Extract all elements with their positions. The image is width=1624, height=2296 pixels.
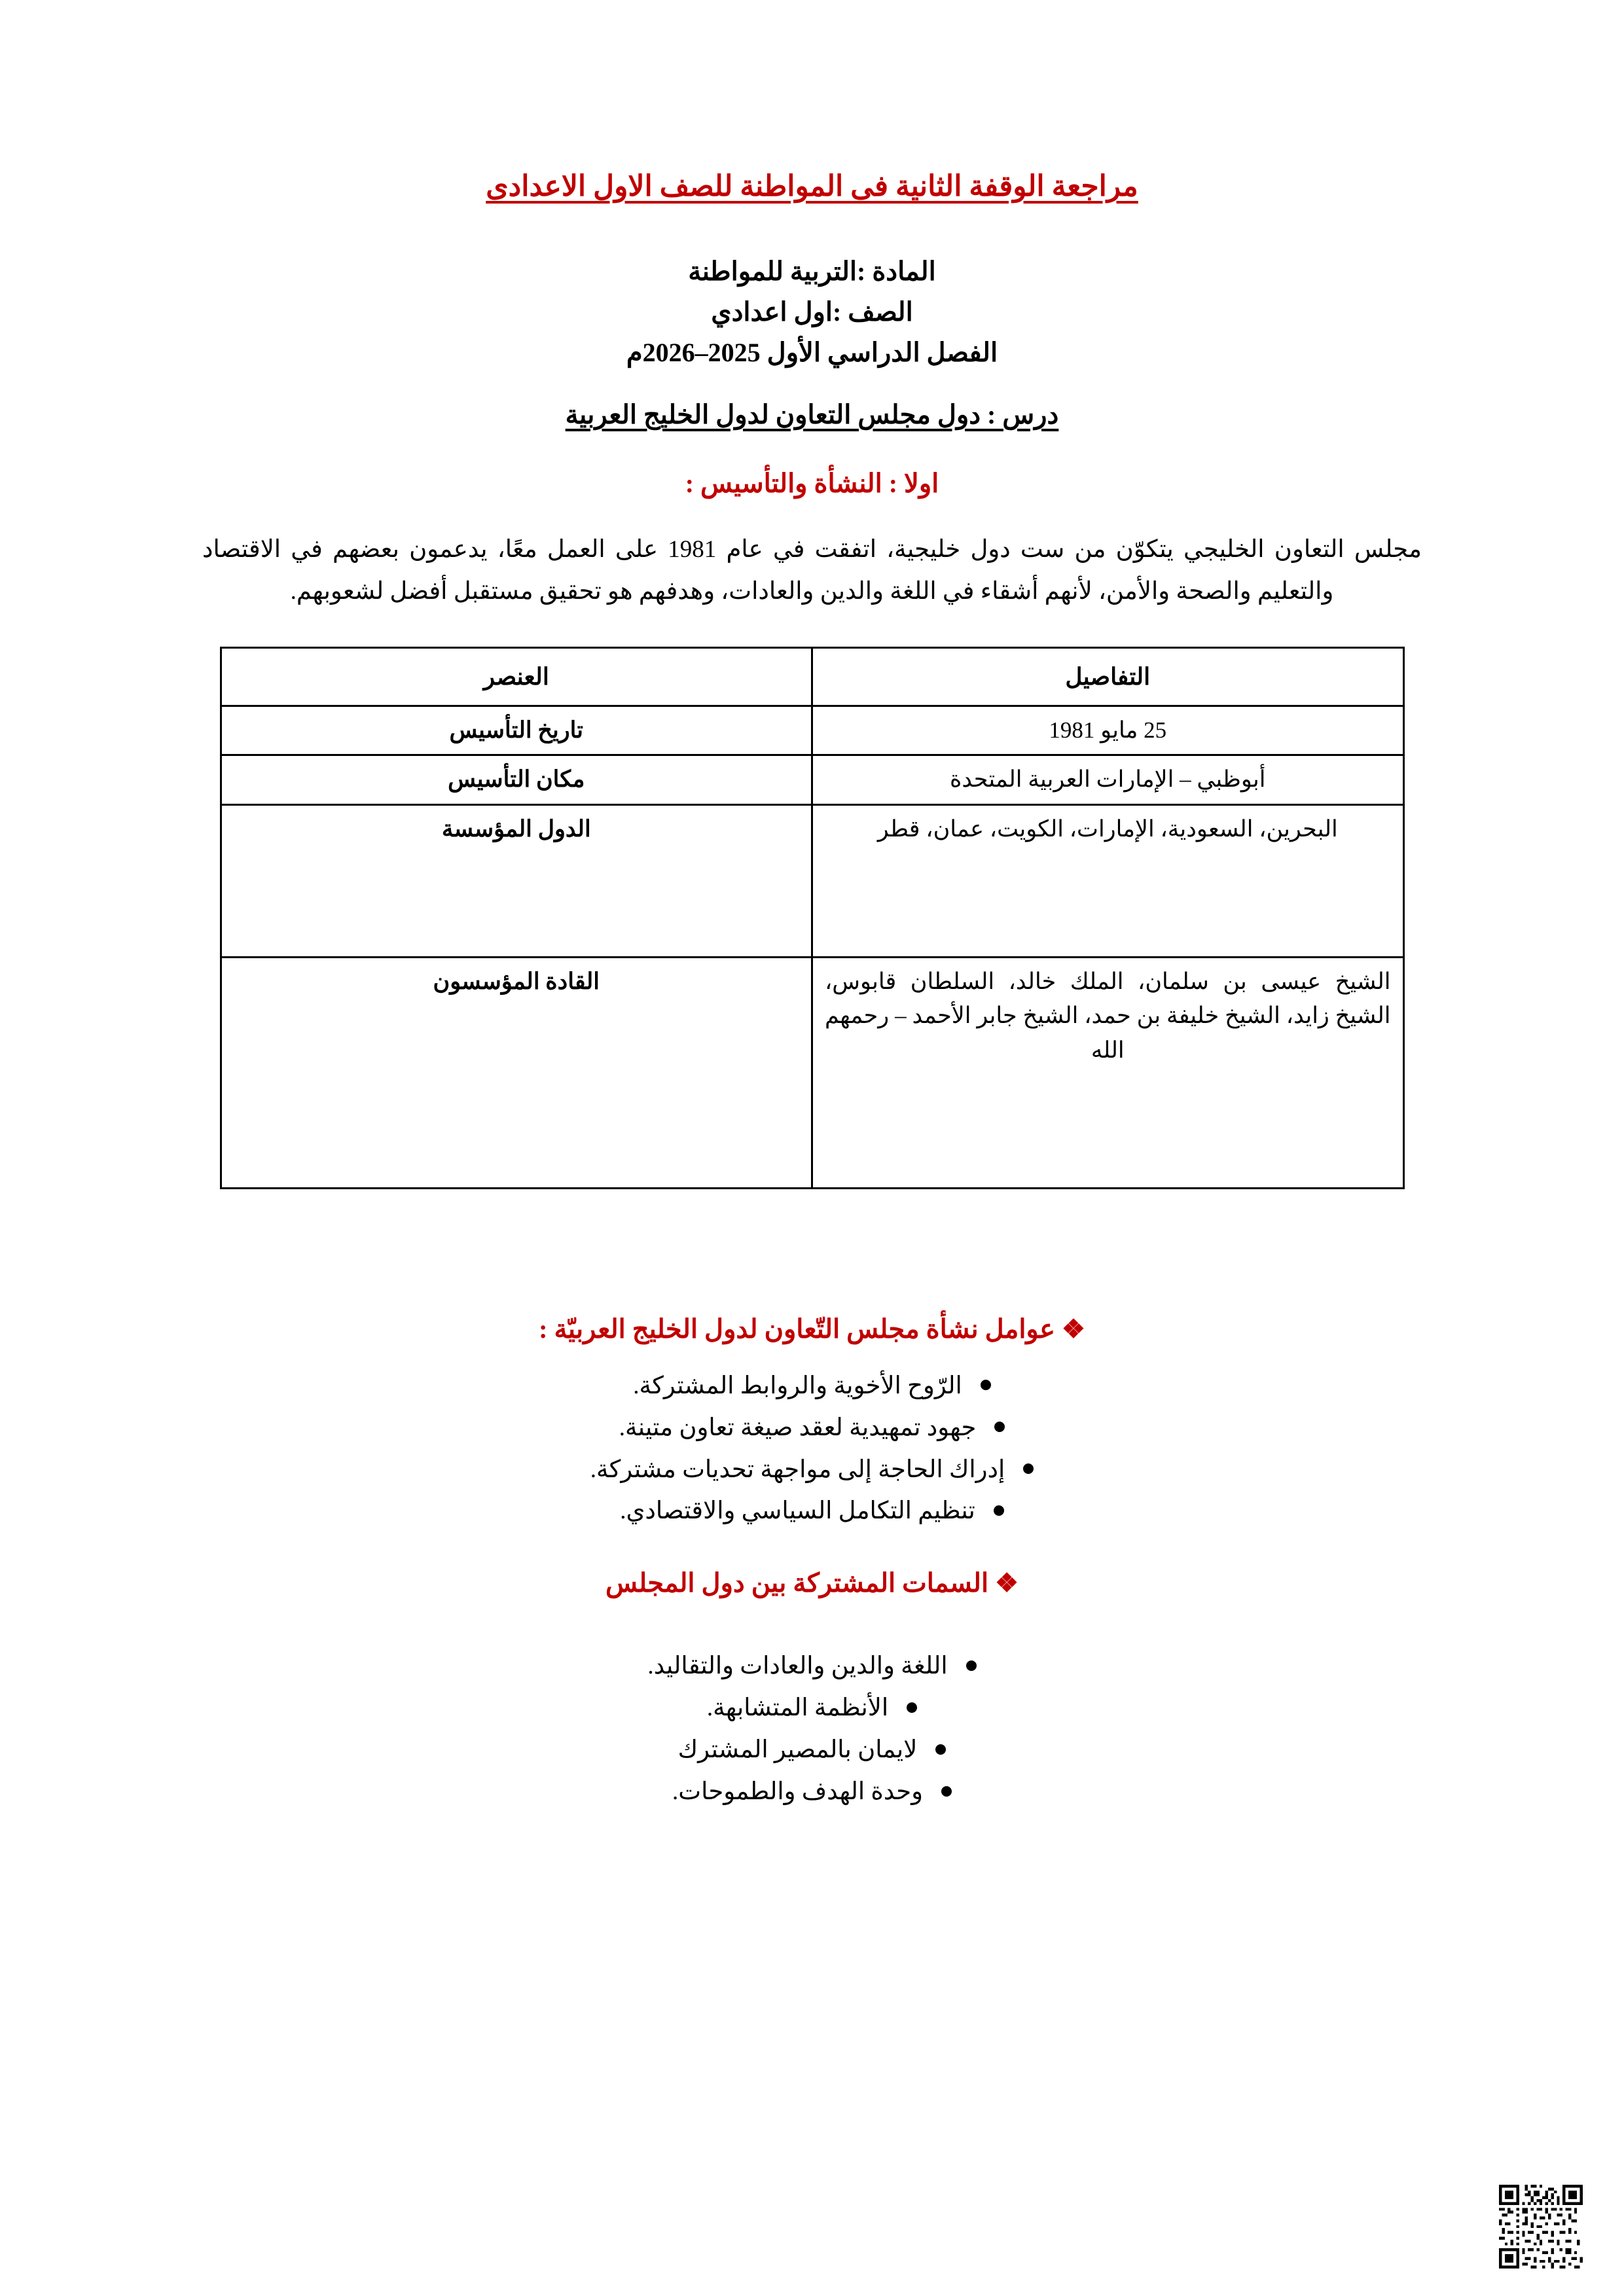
table-row [221, 706, 1403, 755]
traits-list [193, 1647, 1431, 1812]
metadata-block [193, 251, 1431, 373]
meta-term-line: الفصل الدراسي الأول 2025–2026م [626, 338, 998, 368]
table-cell-detail: 25 مايو 1981 [812, 706, 1404, 755]
list-item-text: جهود تمهيدية لعقد صيغة تعاون متينة. [619, 1414, 977, 1441]
bullet-dot-icon [981, 1380, 991, 1390]
bullet-dot-icon [994, 1422, 1005, 1432]
bullet-dot-icon [994, 1505, 1004, 1516]
list-item [193, 1731, 1431, 1770]
vertical-spacer [193, 1189, 1431, 1314]
meta-grade-label: الصف : [832, 297, 913, 327]
list-item-text: الأنظمة المتشابهة. [706, 1695, 889, 1722]
table-header-detail: التفاصيل [812, 647, 1404, 706]
bullet-dot-icon [966, 1660, 977, 1671]
section-heading-factors-text: عوامل نشأة مجلس التّعاون لدول الخليج العربيّة : [539, 1314, 1055, 1344]
diamond-bullet-icon: ❖ [1061, 1314, 1085, 1344]
list-item [193, 1689, 1431, 1728]
table-cell-element: مكان التأسيس [221, 755, 812, 805]
bullet-dot-icon [1023, 1463, 1034, 1474]
meta-subject-label: المادة : [857, 257, 936, 287]
list-item [193, 1647, 1431, 1686]
list-item [193, 1772, 1431, 1812]
lesson-title: درس : دول مجلس التعاون لدول الخليج العربية [565, 400, 1059, 430]
table-cell-element: الدول المؤسسة [221, 804, 812, 957]
table-cell-detail: أبوظبي – الإمارات العربية المتحدة [812, 755, 1404, 805]
list-item-text: تنظيم التكامل السياسي والاقتصادي. [620, 1498, 975, 1525]
vertical-spacer [193, 1621, 1431, 1647]
list-item [193, 1367, 1431, 1406]
founding-info-table [220, 647, 1405, 1189]
table-row [221, 804, 1403, 957]
meta-subject-line [193, 251, 1431, 292]
bullet-dot-icon [935, 1744, 946, 1755]
table-cell-element: القادة المؤسسون [221, 957, 812, 1188]
table-cell-detail: البحرين، السعودية، الإمارات، الكويت، عمان، قطر [812, 804, 1404, 957]
list-item [193, 1450, 1431, 1490]
meta-grade-line [193, 292, 1431, 332]
list-item [193, 1492, 1431, 1531]
section-heading-factors [193, 1314, 1431, 1344]
diamond-bullet-icon: ❖ [995, 1568, 1019, 1598]
list-item-text: الرّوح الأخوية والروابط المشتركة. [633, 1372, 962, 1399]
section-heading-traits-text: السمات المشتركة بين دول المجلس [605, 1568, 989, 1598]
table-header-element: العنصر [221, 647, 812, 706]
meta-grade-value: اول اعدادي [711, 297, 833, 327]
list-item-text: وحدة الهدف والطموحات. [672, 1778, 923, 1806]
document-content [193, 167, 1431, 1848]
bullet-dot-icon [907, 1702, 917, 1713]
list-item-text: إدراك الحاجة إلى مواجهة تحديات مشتركة. [590, 1456, 1005, 1483]
list-item-text: اللغة والدين والعادات والتقاليد. [647, 1653, 948, 1680]
intro-paragraph: مجلس التعاون الخليجي يتكوّن من ست دول خليجية، اتفقت في عام 1981 على العمل معًا، يدعمون بعضهم في الاقتصاد والتعليم والصحة والأمن، لأنهم أشقاء في اللغة والدين والعادات، وهدفهم هو تحقيق مستقبل أفضل لشعوبهم. [202, 536, 1422, 605]
table-cell-element: تاريخ التأسيس [221, 706, 812, 755]
list-item [193, 1408, 1431, 1448]
section-heading-origins: اولا : النشأة والتأسيس : [685, 469, 939, 499]
factors-list [193, 1367, 1431, 1532]
table-row [221, 957, 1403, 1188]
page-title: مراجعة الوقفة الثانية فى المواطنة للصف الاول الاعدادى [486, 170, 1138, 202]
meta-subject-value: التربية للمواطنة [688, 257, 857, 287]
table-header-row [221, 647, 1403, 706]
bullet-dot-icon [941, 1786, 952, 1797]
table-cell-detail: الشيخ عيسى بن سلمان، الملك خالد، السلطان قابوس، الشيخ زايد، الشيخ خليفة بن حمد، الشيخ جابر الأحمد – رحمهم الله [812, 957, 1404, 1188]
table-row [221, 755, 1403, 805]
list-item-text: لايمان بالمصير المشترك [677, 1736, 918, 1764]
section-heading-traits [193, 1568, 1431, 1598]
qr-code [1499, 2185, 1583, 2269]
